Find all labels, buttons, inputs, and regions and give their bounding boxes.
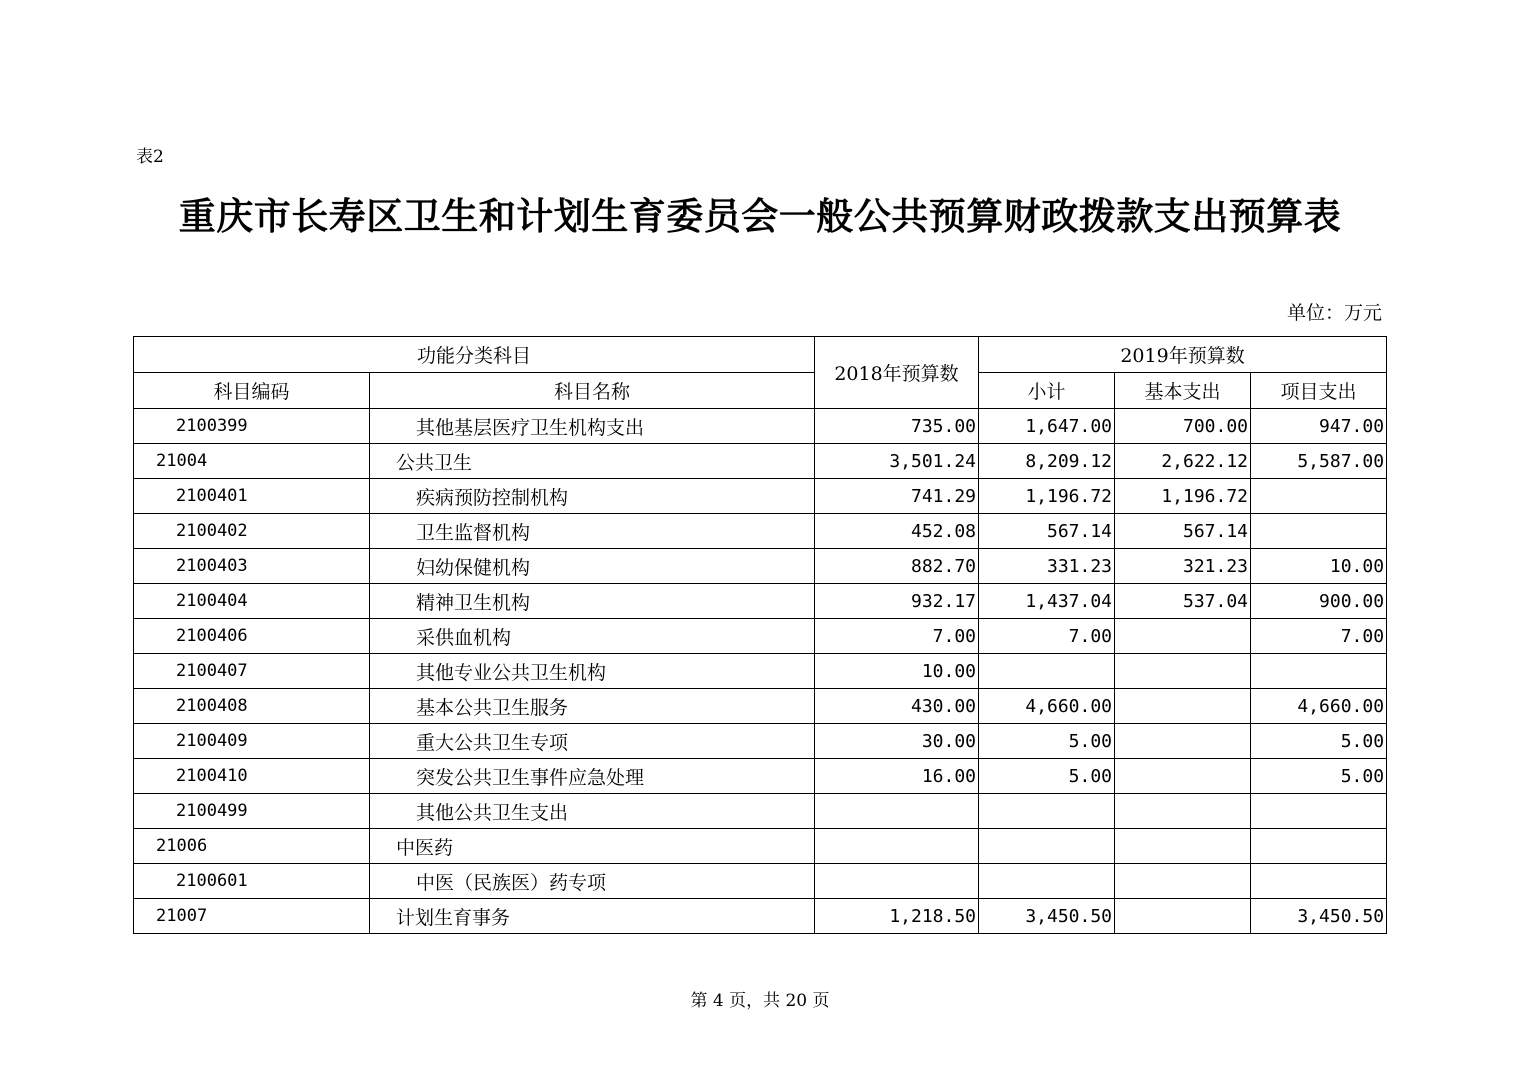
cell-budget-2018: 7.00 — [815, 619, 979, 654]
cell-project: 7.00 — [1251, 619, 1387, 654]
cell-subtotal: 4,660.00 — [979, 689, 1115, 724]
cell-project — [1251, 654, 1387, 689]
page-title: 重庆市长寿区卫生和计划生育委员会一般公共预算财政拨款支出预算表 — [178, 195, 1342, 238]
cell-budget-2018: 741.29 — [815, 479, 979, 514]
cell-name: 精神卫生机构 — [370, 584, 815, 619]
table-row — [134, 444, 1387, 479]
cell-name: 妇幼保健机构 — [370, 549, 815, 584]
cell-code: 2100399 — [134, 409, 370, 444]
cell-basic — [1115, 864, 1251, 899]
cell-name: 采供血机构 — [370, 619, 815, 654]
cell-code: 2100499 — [134, 794, 370, 829]
header-basic: 基本支出 — [1115, 373, 1251, 409]
cell-subtotal — [979, 794, 1115, 829]
cell-name: 其他专业公共卫生机构 — [370, 654, 815, 689]
table-label: 表2 — [136, 147, 164, 167]
cell-code: 2100408 — [134, 689, 370, 724]
table-row — [134, 829, 1387, 864]
cell-name: 公共卫生 — [370, 444, 815, 479]
cell-basic: 537.04 — [1115, 584, 1251, 619]
unit-label: 单位：万元 — [1286, 302, 1382, 324]
table-row — [134, 479, 1387, 514]
cell-budget-2018: 452.08 — [815, 514, 979, 549]
cell-budget-2018 — [815, 864, 979, 899]
cell-basic — [1115, 899, 1251, 934]
cell-subtotal: 567.14 — [979, 514, 1115, 549]
cell-subtotal: 5.00 — [979, 759, 1115, 794]
cell-basic — [1115, 759, 1251, 794]
cell-subtotal: 3,450.50 — [979, 899, 1115, 934]
cell-subtotal: 1,647.00 — [979, 409, 1115, 444]
cell-code: 21007 — [134, 899, 370, 934]
cell-code: 2100404 — [134, 584, 370, 619]
cell-project: 947.00 — [1251, 409, 1387, 444]
cell-project: 10.00 — [1251, 549, 1387, 584]
cell-code: 2100401 — [134, 479, 370, 514]
cell-budget-2018: 735.00 — [815, 409, 979, 444]
cell-project — [1251, 864, 1387, 899]
cell-basic: 1,196.72 — [1115, 479, 1251, 514]
table-row — [134, 794, 1387, 829]
cell-code: 21006 — [134, 829, 370, 864]
cell-project: 5.00 — [1251, 724, 1387, 759]
cell-basic: 700.00 — [1115, 409, 1251, 444]
cell-project — [1251, 514, 1387, 549]
cell-basic — [1115, 619, 1251, 654]
cell-name: 其他公共卫生支出 — [370, 794, 815, 829]
cell-budget-2018: 882.70 — [815, 549, 979, 584]
cell-project: 5,587.00 — [1251, 444, 1387, 479]
cell-basic — [1115, 724, 1251, 759]
cell-subtotal: 1,196.72 — [979, 479, 1115, 514]
table-row — [134, 584, 1387, 619]
cell-basic — [1115, 829, 1251, 864]
cell-budget-2018: 10.00 — [815, 654, 979, 689]
cell-basic: 567.14 — [1115, 514, 1251, 549]
cell-name: 卫生监督机构 — [370, 514, 815, 549]
cell-code: 2100402 — [134, 514, 370, 549]
table-row — [134, 759, 1387, 794]
cell-name: 突发公共卫生事件应急处理 — [370, 759, 815, 794]
cell-code: 2100407 — [134, 654, 370, 689]
cell-budget-2018: 932.17 — [815, 584, 979, 619]
cell-basic — [1115, 654, 1251, 689]
cell-budget-2018 — [815, 829, 979, 864]
table-row — [134, 619, 1387, 654]
cell-name: 基本公共卫生服务 — [370, 689, 815, 724]
cell-subtotal: 1,437.04 — [979, 584, 1115, 619]
header-budget-2018: 2018年预算数 — [815, 337, 979, 409]
cell-basic — [1115, 794, 1251, 829]
cell-code: 2100410 — [134, 759, 370, 794]
header-project: 项目支出 — [1251, 373, 1387, 409]
cell-project — [1251, 794, 1387, 829]
cell-code: 2100406 — [134, 619, 370, 654]
cell-budget-2018: 3,501.24 — [815, 444, 979, 479]
cell-name: 疾病预防控制机构 — [370, 479, 815, 514]
cell-project: 900.00 — [1251, 584, 1387, 619]
cell-code: 2100403 — [134, 549, 370, 584]
table-header — [134, 337, 1387, 409]
table-row — [134, 724, 1387, 759]
cell-project: 3,450.50 — [1251, 899, 1387, 934]
cell-subtotal — [979, 654, 1115, 689]
page-footer: 第 4 页，共 20 页 — [690, 991, 830, 1011]
table-row — [134, 899, 1387, 934]
header-code: 科目编码 — [134, 373, 370, 409]
cell-subtotal: 8,209.12 — [979, 444, 1115, 479]
cell-subtotal — [979, 829, 1115, 864]
table-body — [134, 409, 1387, 934]
cell-budget-2018: 1,218.50 — [815, 899, 979, 934]
cell-subtotal: 331.23 — [979, 549, 1115, 584]
header-name: 科目名称 — [370, 373, 815, 409]
cell-basic — [1115, 689, 1251, 724]
cell-project — [1251, 479, 1387, 514]
cell-name: 重大公共卫生专项 — [370, 724, 815, 759]
cell-subtotal — [979, 864, 1115, 899]
cell-code: 2100601 — [134, 864, 370, 899]
cell-project — [1251, 829, 1387, 864]
table-row — [134, 409, 1387, 444]
cell-name: 中医（民族医）药专项 — [370, 864, 815, 899]
cell-budget-2018: 430.00 — [815, 689, 979, 724]
table-row — [134, 654, 1387, 689]
cell-name: 中医药 — [370, 829, 815, 864]
budget-table — [133, 336, 1387, 934]
table-row — [134, 864, 1387, 899]
header-functional-category: 功能分类科目 — [134, 337, 815, 373]
cell-project: 5.00 — [1251, 759, 1387, 794]
cell-name: 其他基层医疗卫生机构支出 — [370, 409, 815, 444]
cell-budget-2018: 30.00 — [815, 724, 979, 759]
cell-subtotal: 7.00 — [979, 619, 1115, 654]
table-row — [134, 549, 1387, 584]
header-subtotal: 小计 — [979, 373, 1115, 409]
cell-code: 21004 — [134, 444, 370, 479]
cell-project: 4,660.00 — [1251, 689, 1387, 724]
cell-subtotal: 5.00 — [979, 724, 1115, 759]
cell-name: 计划生育事务 — [370, 899, 815, 934]
cell-basic: 321.23 — [1115, 549, 1251, 584]
table-row — [134, 689, 1387, 724]
cell-budget-2018: 16.00 — [815, 759, 979, 794]
cell-budget-2018 — [815, 794, 979, 829]
table-row — [134, 514, 1387, 549]
cell-basic: 2,622.12 — [1115, 444, 1251, 479]
header-budget-2019: 2019年预算数 — [979, 337, 1387, 373]
cell-code: 2100409 — [134, 724, 370, 759]
